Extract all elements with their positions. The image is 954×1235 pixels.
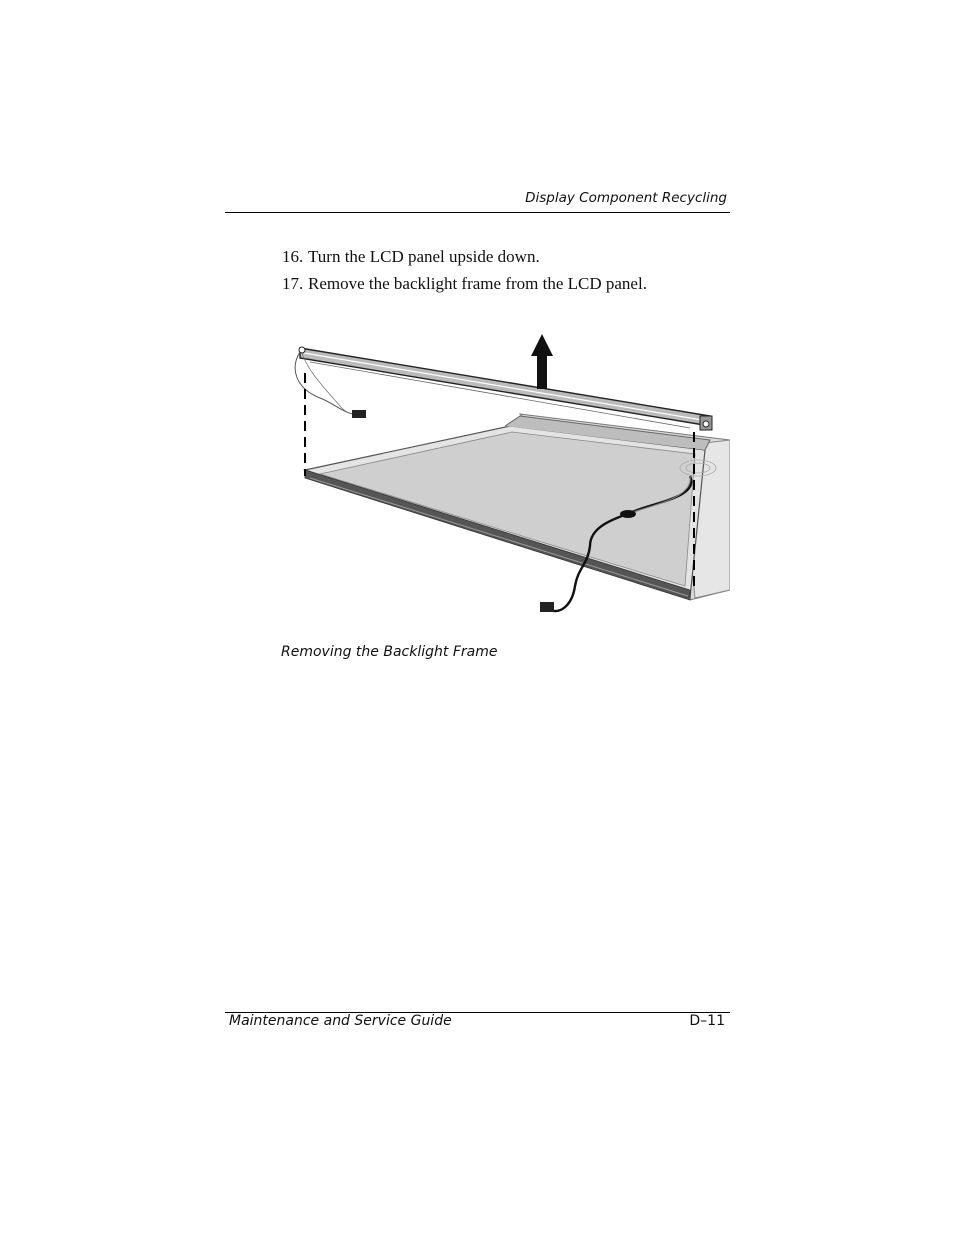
step-number: 16. <box>282 247 304 266</box>
instruction-steps <box>282 247 647 301</box>
step-17 <box>282 274 647 294</box>
running-head: Display Component Recycling <box>525 190 727 206</box>
figure-caption: Removing the Backlight Frame <box>281 644 498 660</box>
step-16 <box>282 247 647 267</box>
header-rule <box>225 212 730 213</box>
step-text: Remove the backlight frame from the LCD panel. <box>308 274 647 293</box>
footer-page-number: D–11 <box>689 1013 725 1029</box>
step-text: Turn the LCD panel upside down. <box>308 247 540 266</box>
backlight-frame-removal-illustration <box>290 328 730 623</box>
footer-guide-title: Maintenance and Service Guide <box>229 1013 452 1029</box>
step-number: 17. <box>282 274 304 293</box>
